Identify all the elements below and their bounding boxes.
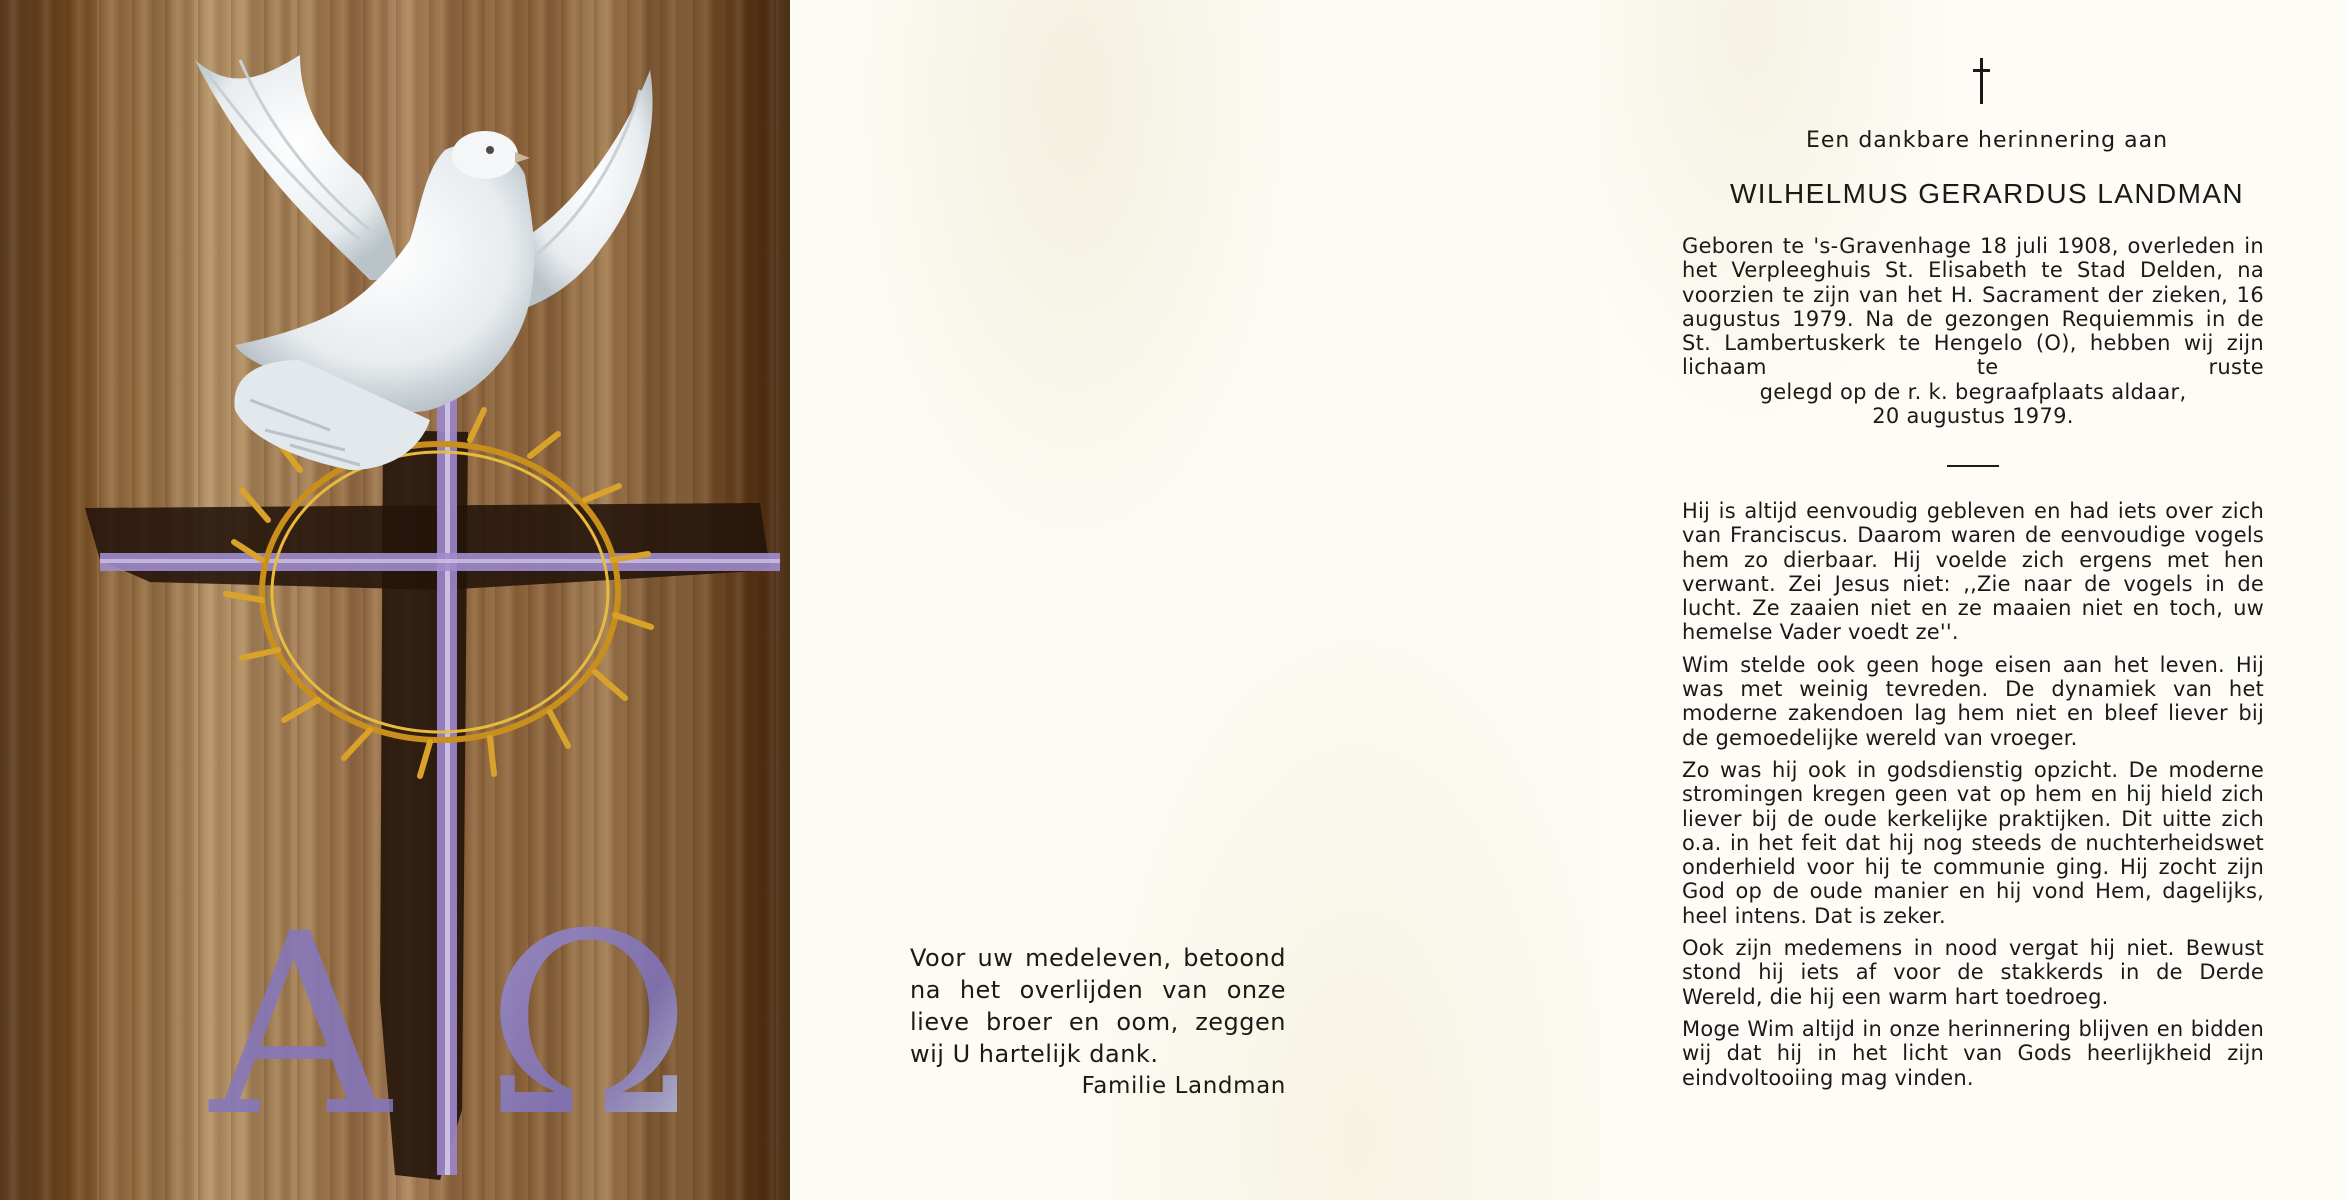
memorial-paragraph: Moge Wim altijd in onze herinnering blijven en bidden wij dat hij in het licht van Gods heerlijkheid zijn eindvoltooiing mag vinden. (1682, 1016, 2264, 1090)
thanks-message: Voor uw medeleven, betoond na het overlijden van onze lieve broer en oom, zeggen wij U hartelijk dank. (910, 944, 1286, 1068)
deceased-name: WILHELMUS GERARDUS LANDMAN (1729, 178, 2245, 209)
cover-painting (0, 0, 790, 1200)
memorial-paragraph: Hij is altijd eenvoudig gebleven en had iets over zich van Franciscus. Daarom waren de eenvoudige vogels hem zo dierbaar. Hij voelde zich ergens met hen verwant. Zei Jesus niet: ,,Zie naar de vogels in de lucht. Ze zaaien niet en ze maaien niet en toch, uw hemelse Vader voedt ze''. (1682, 499, 2264, 645)
cross-icon (1970, 58, 1994, 104)
alpha-symbol: A (210, 880, 391, 1171)
dove-icon (195, 55, 653, 470)
memorial-page (1600, 0, 2347, 1200)
birth-death-text: Geboren te 's-Gravenhage 18 juli 1908, overleden in het Verpleeghuis St. Elisabeth te Stad Delden, na voorzien te zijn van het H. Sacrament der zieken, 16 augustus 1979. Na de gezongen Requiemmis in de St. Lambertuskerk te Hengelo (O), hebben wij zijn lichaam te ruste (1682, 234, 2264, 380)
omega-symbol: Ω (485, 880, 693, 1171)
birth-death-details (1682, 234, 2264, 428)
memorial-paragraph: Wim stelde ook geen hoge eisen aan het leven. Hij was met weinig tevreden. De dynamiek van het moderne zakendoen lag hem niet en bleef liever bij de gemoedelijke wereld van vroeger. (1682, 652, 2264, 750)
cover-artwork (0, 0, 790, 1200)
memorial-paragraph: Zo was hij ook in godsdienstig opzicht. De moderne stromingen kregen geen vat op hem en hij hield zich liever bij de oude kerkelijke praktijken. Dit uitte zich o.a. in het feit dat hij nog steeds de nuchterheidswet onderhield voor hij te communie ging. Hij zocht zijn God op de oude manier en hij vond Hem, dagelijks, heel intens. Dat is zeker. (1682, 757, 2264, 928)
family-signature: Familie Landman (1081, 1073, 1286, 1099)
memorial-intro: Een dankbare herinnering aan (1805, 128, 2169, 153)
memorial-text (1682, 499, 2264, 1098)
burial-line: gelegd op de r. k. begraafplaats aldaar, (1759, 379, 2187, 404)
divider (1947, 465, 1999, 467)
burial-date: 20 augustus 1979. (1872, 404, 2074, 429)
thanks-page (790, 0, 1600, 1200)
memorial-paragraph: Ook zijn medemens in nood vergat hij niet. Bewust stond hij iets af voor de stakkerds in de Derde Wereld, die hij een warm hart toedroeg. (1682, 936, 2264, 1009)
